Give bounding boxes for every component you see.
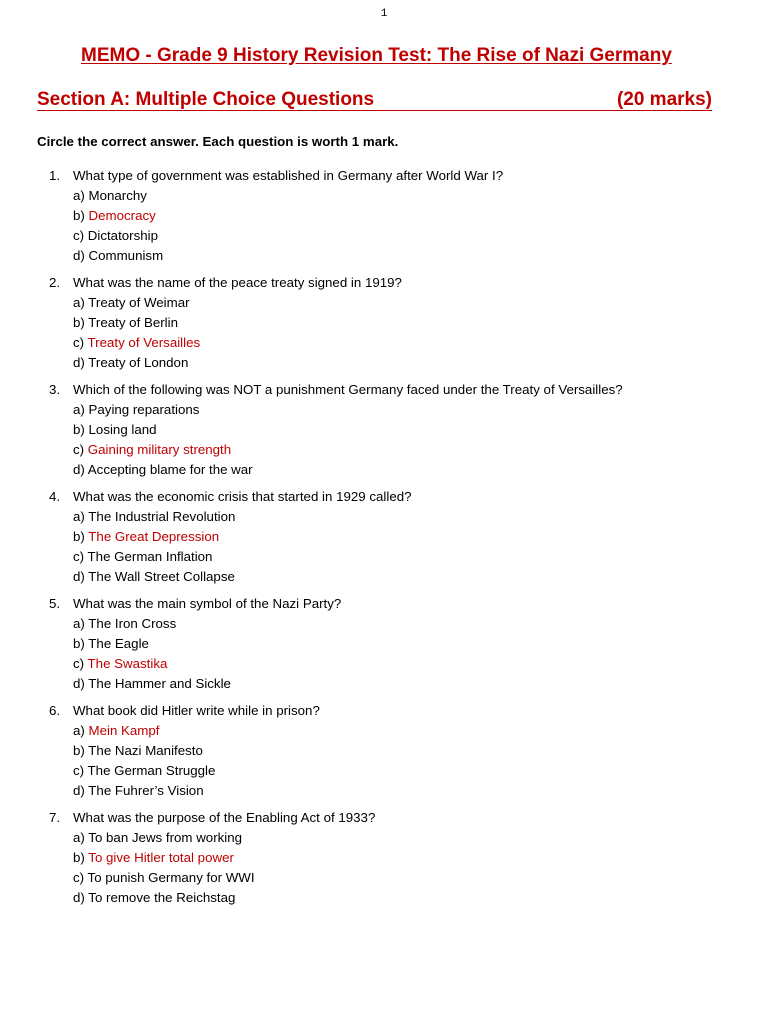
option-b-correct[interactable]: [0, 206, 768, 226]
document-title: MEMO - Grade 9 History Revision Test: The Rise of Nazi Germany: [81, 45, 672, 66]
option-text: Dictatorship: [87, 228, 158, 243]
question-number: 2.: [49, 275, 61, 290]
option-text: The Industrial Revolution: [88, 509, 236, 524]
option-letter: c): [73, 442, 85, 457]
question-3: [0, 380, 768, 480]
option-d[interactable]: [0, 353, 768, 373]
option-letter: c): [73, 549, 85, 564]
option-text: The Swastika: [87, 656, 168, 671]
option-text: The Great Depression: [88, 529, 220, 544]
option-letter: a): [73, 402, 85, 417]
question-6: [0, 701, 768, 801]
question-number: 4.: [49, 489, 61, 504]
question-number: 7.: [49, 810, 61, 825]
option-letter: d): [73, 569, 85, 584]
option-text: The German Struggle: [87, 763, 216, 778]
question-text: What was the purpose of the Enabling Act of 1933?: [73, 810, 376, 825]
question-stem: [0, 166, 768, 186]
option-letter: a): [73, 295, 85, 310]
option-text: Treaty of Versailles: [87, 335, 201, 350]
page-number: 1: [380, 8, 388, 20]
option-text: The Wall Street Collapse: [88, 569, 235, 584]
option-letter: a): [73, 188, 85, 203]
question-4: [0, 487, 768, 587]
option-b-correct[interactable]: [0, 527, 768, 547]
option-text: Treaty of Berlin: [88, 315, 178, 330]
option-text: Losing land: [88, 422, 157, 437]
option-letter: b): [73, 743, 85, 758]
question-text: What was the economic crisis that started in 1929 called?: [73, 489, 412, 504]
question-stem: [0, 594, 768, 614]
option-c-correct[interactable]: [0, 654, 768, 674]
option-letter: b): [73, 529, 85, 544]
option-letter: a): [73, 509, 85, 524]
option-a[interactable]: [0, 400, 768, 420]
question-text: Which of the following was NOT a punishment Germany faced under the Treaty of Versailles?: [73, 382, 623, 397]
option-text: To remove the Reichstag: [88, 890, 236, 905]
option-d[interactable]: [0, 888, 768, 908]
option-letter: c): [73, 335, 85, 350]
option-text: Accepting blame for the war: [87, 462, 253, 477]
question-number: 5.: [49, 596, 61, 611]
option-d[interactable]: [0, 246, 768, 266]
option-text: Communism: [88, 248, 164, 263]
option-d[interactable]: [0, 567, 768, 587]
option-letter: c): [73, 228, 85, 243]
question-text: What was the main symbol of the Nazi Party?: [73, 596, 342, 611]
option-text: To punish Germany for WWI: [87, 870, 255, 885]
option-text: The Nazi Manifesto: [88, 743, 203, 758]
question-text: What type of government was established in Germany after World War I?: [73, 168, 504, 183]
question-stem: [0, 273, 768, 293]
option-a[interactable]: [0, 507, 768, 527]
option-text: Gaining military strength: [87, 442, 232, 457]
option-letter: d): [73, 890, 85, 905]
option-c-correct[interactable]: [0, 440, 768, 460]
option-letter: b): [73, 422, 85, 437]
instructions: Circle the correct answer. Each question is worth 1 mark.: [37, 134, 399, 149]
question-5: [0, 594, 768, 694]
section-title: Section A: Multiple Choice Questions: [37, 89, 375, 110]
option-d[interactable]: [0, 674, 768, 694]
option-text: Democracy: [88, 208, 156, 223]
option-text: Treaty of Weimar: [88, 295, 190, 310]
option-c[interactable]: [0, 868, 768, 888]
option-c[interactable]: [0, 547, 768, 567]
question-number: 3.: [49, 382, 61, 397]
option-letter: b): [73, 208, 85, 223]
option-text: The Eagle: [88, 636, 149, 651]
option-letter: c): [73, 763, 85, 778]
option-b-correct[interactable]: [0, 848, 768, 868]
option-letter: d): [73, 783, 85, 798]
option-letter: a): [73, 616, 85, 631]
option-letter: b): [73, 315, 85, 330]
option-b[interactable]: [0, 420, 768, 440]
section-heading: [37, 90, 712, 111]
option-letter: c): [73, 870, 85, 885]
option-letter: a): [73, 830, 85, 845]
question-7: [0, 808, 768, 908]
option-b[interactable]: [0, 634, 768, 654]
option-text: The Fuhrer’s Vision: [88, 783, 204, 798]
question-number: 1.: [49, 168, 61, 183]
option-letter: a): [73, 723, 85, 738]
option-c[interactable]: [0, 226, 768, 246]
option-letter: b): [73, 850, 85, 865]
question-stem: [0, 487, 768, 507]
option-letter: d): [73, 355, 85, 370]
option-letter: d): [73, 248, 85, 263]
option-text: Paying reparations: [88, 402, 200, 417]
option-b[interactable]: [0, 313, 768, 333]
option-b[interactable]: [0, 741, 768, 761]
option-text: The Iron Cross: [88, 616, 177, 631]
question-1: [0, 166, 768, 266]
option-letter: b): [73, 636, 85, 651]
option-d[interactable]: [0, 781, 768, 801]
option-letter: d): [73, 462, 85, 477]
option-text: To give Hitler total power: [88, 850, 234, 865]
option-text: Mein Kampf: [88, 723, 160, 738]
question-stem: [0, 380, 768, 400]
option-letter: d): [73, 676, 85, 691]
question-text: What book did Hitler write while in prison?: [73, 703, 320, 718]
question-number: 6.: [49, 703, 61, 718]
option-d[interactable]: [0, 460, 768, 480]
option-a[interactable]: [0, 828, 768, 848]
option-a-correct[interactable]: [0, 721, 768, 741]
question-text: What was the name of the peace treaty signed in 1919?: [73, 275, 402, 290]
question-stem: [0, 701, 768, 721]
question-2: [0, 273, 768, 373]
option-text: Monarchy: [88, 188, 147, 203]
option-a[interactable]: [0, 614, 768, 634]
section-marks: (20 marks): [616, 89, 712, 110]
option-c-correct[interactable]: [0, 333, 768, 353]
option-text: The German Inflation: [87, 549, 213, 564]
option-a[interactable]: [0, 293, 768, 313]
question-stem: [0, 808, 768, 828]
option-text: Treaty of London: [88, 355, 189, 370]
option-text: The Hammer and Sickle: [88, 676, 231, 691]
option-text: To ban Jews from working: [88, 830, 243, 845]
option-letter: c): [73, 656, 85, 671]
option-c[interactable]: [0, 761, 768, 781]
option-a[interactable]: [0, 186, 768, 206]
